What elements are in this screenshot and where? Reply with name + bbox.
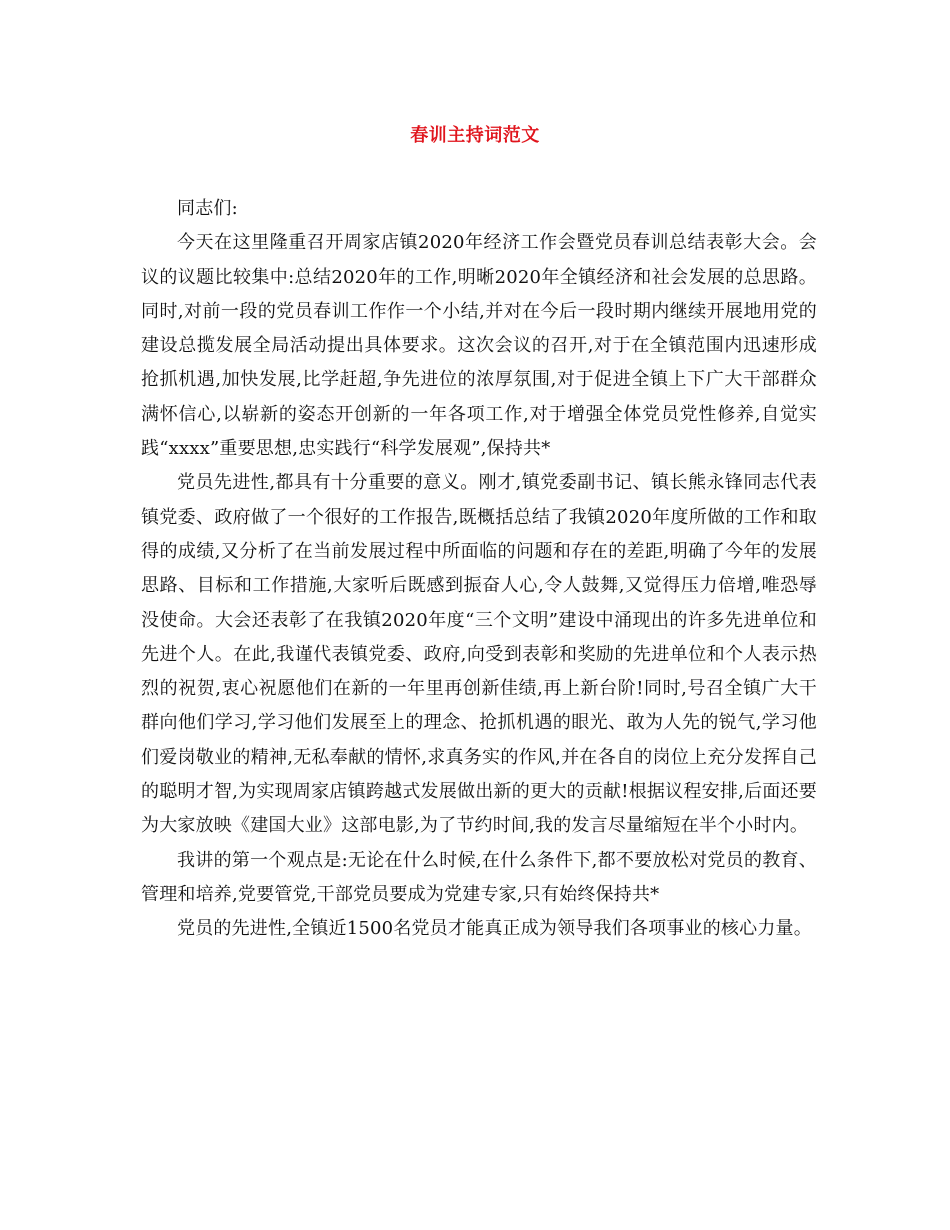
paragraph-4: 党员的先进性,全镇近1500名党员才能真正成为领导我们各项事业的核心力量。: [177, 918, 812, 940]
paragraph-2: 党员先进性,都具有十分重要的意义。刚才,镇党委副书记、镇长熊永锋同志代表镇党委、政府做了一个很好的工作报告,既概括总结了我镇2020年度所做的工作和取得的成绩,又分析了在当前发展过程中所面临的问题和存在的差距,明确了今年的发展思路、目标和工作措施,大家听后既感到振奋人心,令人鼓舞,又觉得压力倍增,唯恐辱没使命。大会还表彰了在我镇2020年度“三个文明”建设中涌现出的许多先进单位和先进个人。在此,我谨代表镇党委、政府,向受到表彰和奖励的先进单位和个人表示热烈的祝贺,衷心祝愿他们在新的一年里再创新佳绩,再上新台阶!同时,号召全镇广大干群向他们学习,学习他们发展至上的理念、抢抓机遇的眼光、敢为人先的锐气,学习他们爱岗敬业的精神,无私奉献的情怀,求真务实的作风,并在各自的岗位上充分发挥自己的聪明才智,为实现周家店镇跨越式发展做出新的更大的贡献!根据议程安排,后面还要为大家放映《建国大业》这部电影,为了节约时间,我的发言尽量缩短在半个小时内。: [141, 472, 817, 837]
document-body: [141, 192, 817, 947]
paragraph-3: 我讲的第一个观点是:无论在什么时候,在什么条件下,都不要放松对党员的教育、管理和培养,党要管党,干部党员要成为党建专家,只有始终保持共*: [141, 849, 817, 905]
salutation: 同志们:: [177, 198, 238, 219]
document-title: 春训主持词范文: [410, 125, 540, 146]
paragraph-1: 今天在这里隆重召开周家店镇2020年经济工作会暨党员春训总结表彰大会。会议的议题比较集中:总结2020年的工作,明晰2020年全镇经济和社会发展的总思路。同时,对前一段的党员春训工作作一个小结,并对在今后一段时期内继续开展地用党的建设总揽发展全局活动提出具体要求。这次会议的召开,对于在全镇范围内迅速形成抢抓机遇,加快发展,比学赶超,争先进位的浓厚氛围,对于促进全镇上下广大干部群众满怀信心,以崭新的姿态开创新的一年各项工作,对于增强全体党员党性修养,自觉实践“xxxx”重要思想,忠实践行“科学发展观”,保持共*: [141, 232, 817, 460]
